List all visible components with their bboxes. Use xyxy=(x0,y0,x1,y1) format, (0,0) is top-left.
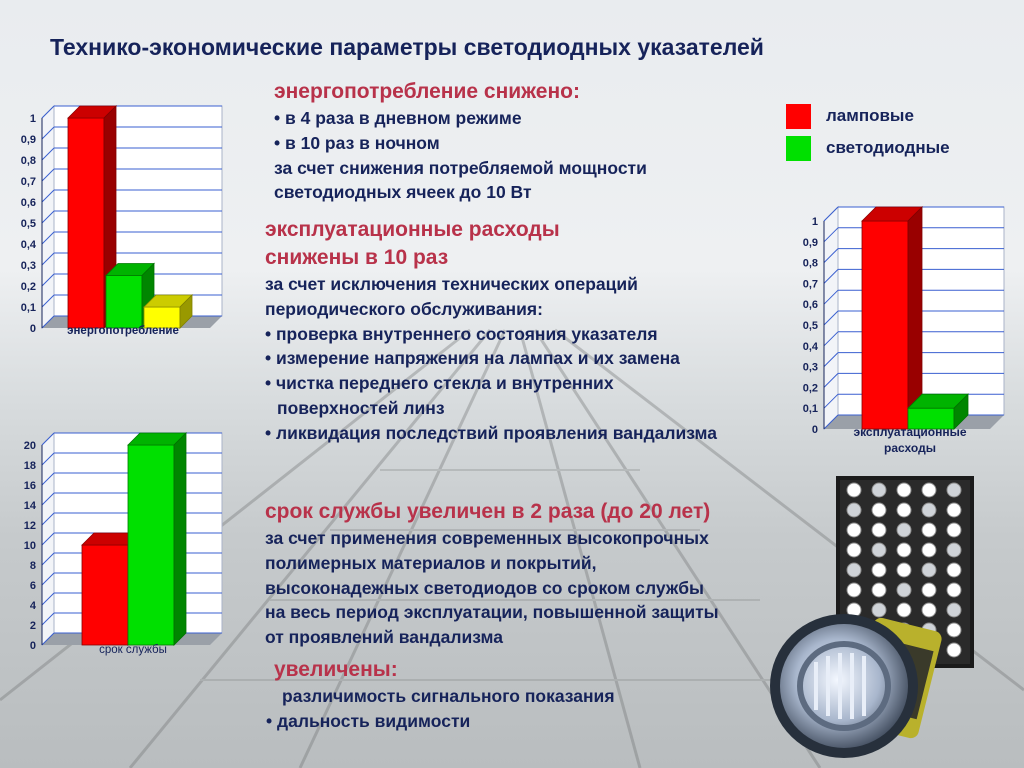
y-tick-label: 2 xyxy=(29,620,36,632)
y-tick-label: 12 xyxy=(23,520,36,532)
y-tick-label: 0,2 xyxy=(20,281,36,293)
expenses-chart-category-2: расходы xyxy=(884,441,936,455)
y-tick-label: 0,4 xyxy=(802,340,818,353)
y-tick-label: 20 xyxy=(23,440,36,452)
led-dot xyxy=(897,563,911,577)
lifetime-text-block xyxy=(265,498,719,650)
led-dot xyxy=(947,623,961,637)
legend-label-lamp: ламповые xyxy=(826,106,914,125)
y-tick-label: 0,5 xyxy=(802,320,818,332)
y-tick-label: 4 xyxy=(29,600,36,612)
bar-front-0 xyxy=(862,221,908,429)
expenses-text-block xyxy=(265,216,717,446)
bar-front-0 xyxy=(68,118,104,328)
lifetime-line-5: от проявлений вандализма xyxy=(265,627,503,648)
y-tick-label: 6 xyxy=(29,580,36,592)
y-tick-label: 0,1 xyxy=(802,403,818,416)
led-dot xyxy=(947,523,961,537)
led-dot xyxy=(922,543,936,557)
bar-front-1 xyxy=(106,276,142,329)
bar-side-1 xyxy=(174,433,186,645)
expenses-chart-category-1: эксплуатационные xyxy=(853,425,967,439)
bar-side-0 xyxy=(908,207,922,429)
lifetime-line-1: за счет применения современных высокопрочных xyxy=(265,528,709,548)
y-tick-label: 10 xyxy=(23,540,36,552)
led-dot xyxy=(947,543,961,557)
led-dot xyxy=(922,503,936,517)
bar-front-1 xyxy=(128,445,174,645)
y-tick-label: 0 xyxy=(29,323,36,335)
y-tick-label: 0,3 xyxy=(802,361,818,374)
led-dot xyxy=(872,523,886,537)
operating-expenses-chart xyxy=(790,197,1020,459)
increased-text-block xyxy=(266,656,615,734)
bar-front-0 xyxy=(82,545,128,645)
led-dot xyxy=(947,603,961,617)
led-dot xyxy=(922,483,936,497)
led-dot xyxy=(872,563,886,577)
expenses-line-1: за счет исключения технических операций xyxy=(265,274,638,294)
y-tick-label: 0,3 xyxy=(20,260,36,272)
led-dot xyxy=(897,523,911,537)
expenses-line-3: • проверка внутреннего состояния указателя xyxy=(265,323,658,344)
expenses-chart-svg xyxy=(790,197,1020,459)
expenses-line-6: поверхностей линз xyxy=(277,397,445,418)
led-dot xyxy=(847,583,861,597)
energy-line-4: светодиодных ячеек до 10 Вт xyxy=(274,182,532,203)
y-tick-label: 0,9 xyxy=(802,236,818,249)
led-dot xyxy=(947,643,961,657)
expenses-heading-2: снижены в 10 раз xyxy=(265,246,449,269)
led-dot xyxy=(872,503,886,517)
y-tick-label: 0 xyxy=(811,424,818,436)
y-tick-label: 0,6 xyxy=(20,197,36,209)
y-tick-label: 0,8 xyxy=(802,257,818,270)
expenses-heading-1: эксплуатационные расходы xyxy=(265,218,560,241)
y-tick-label: 0 xyxy=(29,640,36,652)
y-tick-label: 0,4 xyxy=(20,239,36,251)
y-tick-label: 14 xyxy=(23,500,36,512)
energy-line-3: за счет снижения потребляемой мощности xyxy=(274,157,647,178)
lifetime-chart-category: срок службы xyxy=(99,644,167,656)
page-title: Технико-экономические параметры светодиодных указателей xyxy=(50,34,764,60)
y-tick-label: 16 xyxy=(23,480,36,492)
energy-line-2: • в 10 раз в ночном xyxy=(274,132,440,153)
led-dot xyxy=(897,543,911,557)
energy-line-1: • в 4 раза в дневном режиме xyxy=(274,108,522,128)
energy-chart-category: энергопотребление xyxy=(67,325,179,337)
expenses-line-7: • ликвидация последствий проявления вандализма xyxy=(265,422,718,443)
y-tick-label: 0,2 xyxy=(802,382,818,395)
y-tick-label: 0,8 xyxy=(20,155,36,167)
increased-line-2: • дальность видимости xyxy=(266,710,471,731)
legend-label-led: светодиодные xyxy=(826,138,950,157)
y-tick-label: 0,1 xyxy=(20,302,36,314)
lifetime-line-2: полимерных материалов и покрытий, xyxy=(265,552,597,573)
led-dot xyxy=(872,543,886,557)
signal-lens-photo xyxy=(766,598,946,763)
energy-heading: энергопотребление снижено: xyxy=(274,80,580,103)
y-tick-label: 0,7 xyxy=(20,176,36,188)
led-dot xyxy=(947,483,961,497)
expenses-line-4: • измерение напряжения на лампах и их замена xyxy=(265,348,680,369)
led-dot xyxy=(897,483,911,497)
increased-heading: увеличены: xyxy=(274,658,398,681)
led-dot xyxy=(922,563,936,577)
service-life-chart xyxy=(8,423,233,663)
lifetime-chart-svg xyxy=(8,423,233,663)
led-dot xyxy=(922,523,936,537)
led-dot xyxy=(947,563,961,577)
y-tick-label: 1 xyxy=(811,216,818,228)
led-dot xyxy=(897,583,911,597)
lifetime-line-3: высоконадежных светодиодов со сроком службы xyxy=(265,577,704,598)
legend-swatch-green xyxy=(786,136,811,161)
expenses-line-2: периодического обслуживания: xyxy=(265,298,543,319)
y-tick-label: 0,5 xyxy=(20,218,36,230)
led-dot xyxy=(872,583,886,597)
led-dot xyxy=(922,583,936,597)
led-dot xyxy=(847,543,861,557)
y-tick-label: 18 xyxy=(23,460,36,472)
y-tick-label: 0,6 xyxy=(802,299,818,312)
increased-line-1: различимость сигнального показания xyxy=(282,686,615,706)
led-dot xyxy=(947,583,961,597)
y-tick-label: 0,9 xyxy=(20,134,36,146)
energy-text-block xyxy=(274,78,647,205)
y-tick-label: 0,7 xyxy=(802,278,818,291)
led-dot xyxy=(847,523,861,537)
legend-swatch-red xyxy=(786,104,811,129)
led-dot xyxy=(947,503,961,517)
expenses-line-5: • чистка переднего стекла и внутренних xyxy=(265,373,614,394)
energy-consumption-chart xyxy=(8,96,228,344)
led-dot xyxy=(897,503,911,517)
led-dot xyxy=(872,483,886,497)
led-dot xyxy=(847,563,861,577)
y-tick-label: 1 xyxy=(29,113,36,125)
led-dot xyxy=(847,483,861,497)
energy-chart-svg xyxy=(8,96,228,344)
lifetime-line-4: на весь период эксплуатации, повышенной защиты xyxy=(265,602,719,623)
y-tick-label: 8 xyxy=(29,560,36,572)
lifetime-heading: срок службы увеличен в 2 раза (до 20 лет) xyxy=(265,500,711,523)
led-dot xyxy=(847,503,861,517)
